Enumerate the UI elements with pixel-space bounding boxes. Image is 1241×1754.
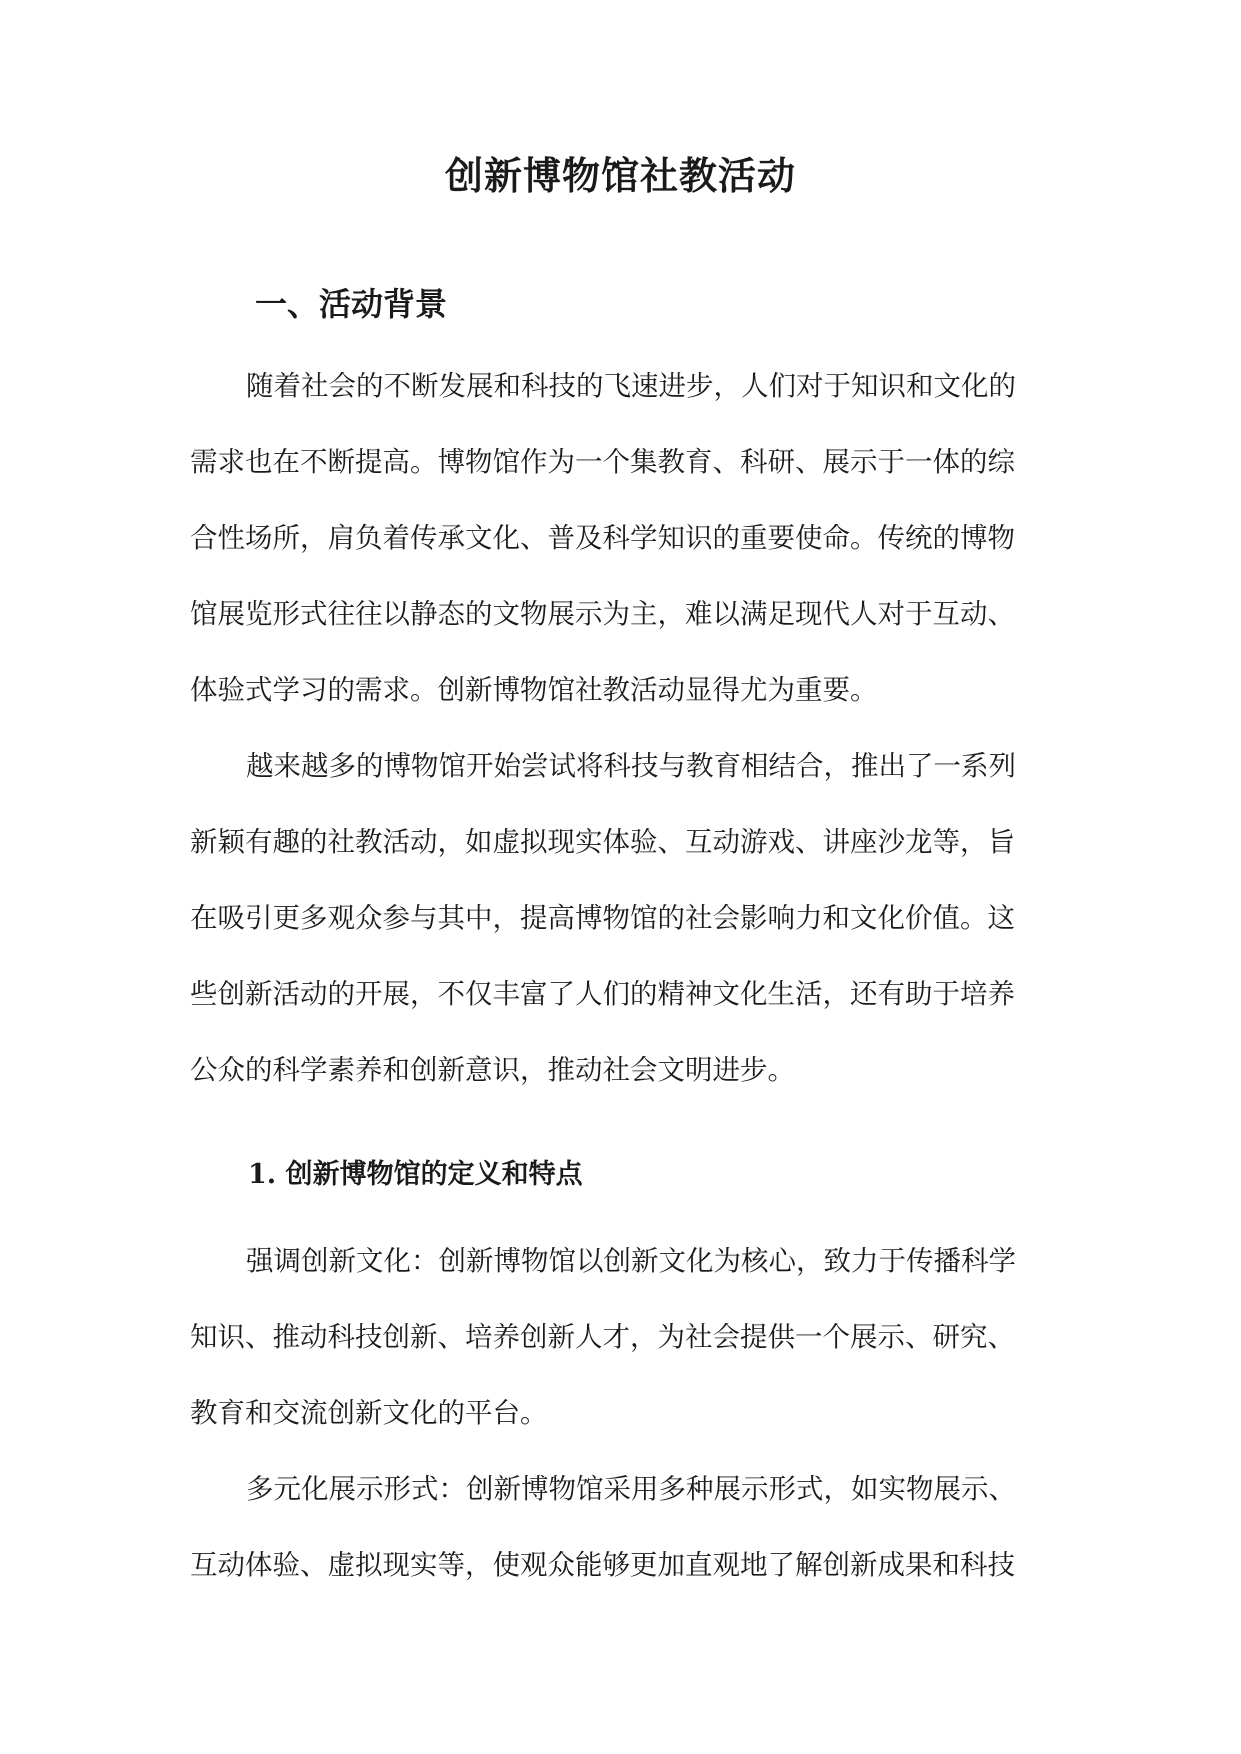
section-heading-background: 一、活动背景 [255, 285, 448, 323]
paragraph-line: 在吸引更多观众参与其中，提高博物馆的社会影响力和文化价值。这 [190, 902, 1015, 934]
paragraph-line: 些创新活动的开展，不仅丰富了人们的精神文化生活，还有助于培养 [190, 978, 1015, 1010]
paragraph-line: 越来越多的博物馆开始尝试将科技与教育相结合，推出了一系列 [246, 750, 1016, 782]
paragraph-line: 强调创新文化：创新博物馆以创新文化为核心，致力于传播科学 [246, 1245, 1016, 1277]
paragraph-line: 体验式学习的需求。创新博物馆社教活动显得尤为重要。 [190, 674, 878, 706]
paragraph-line: 公众的科学素养和创新意识，推动社会文明进步。 [190, 1054, 795, 1086]
paragraph-line: 教育和交流创新文化的平台。 [190, 1397, 548, 1429]
paragraph-line: 馆展览形式往往以静态的文物展示为主，难以满足现代人对于互动、 [190, 598, 1015, 630]
paragraph-line: 新颖有趣的社教活动，如虚拟现实体验、互动游戏、讲座沙龙等，旨 [190, 826, 1015, 858]
paragraph-line: 合性场所，肩负着传承文化、普及科学知识的重要使命。传统的博物 [190, 522, 1015, 554]
paragraph-line: 需求也在不断提高。博物馆作为一个集教育、科研、展示于一体的综 [190, 446, 1015, 478]
subsection-heading-definition: 1. 创新博物馆的定义和特点 [248, 1159, 583, 1190]
paragraph-definition-2 [190, 1451, 1070, 1603]
paragraph-line: 随着社会的不断发展和科技的飞速进步，人们对于知识和文化的 [246, 370, 1016, 402]
document-title: 创新博物馆社教活动 [444, 153, 796, 198]
paragraph-definition-1 [190, 1223, 1070, 1451]
paragraph-line: 多元化展示形式：创新博物馆采用多种展示形式，如实物展示、 [246, 1473, 1016, 1505]
paragraph-background-2 [190, 728, 1070, 1108]
paragraph-line: 互动体验、虚拟现实等，使观众能够更加直观地了解创新成果和科技 [190, 1549, 1015, 1581]
paragraph-line: 知识、推动科技创新、培养创新人才，为社会提供一个展示、研究、 [190, 1321, 1015, 1353]
paragraph-background-1 [190, 348, 1070, 728]
